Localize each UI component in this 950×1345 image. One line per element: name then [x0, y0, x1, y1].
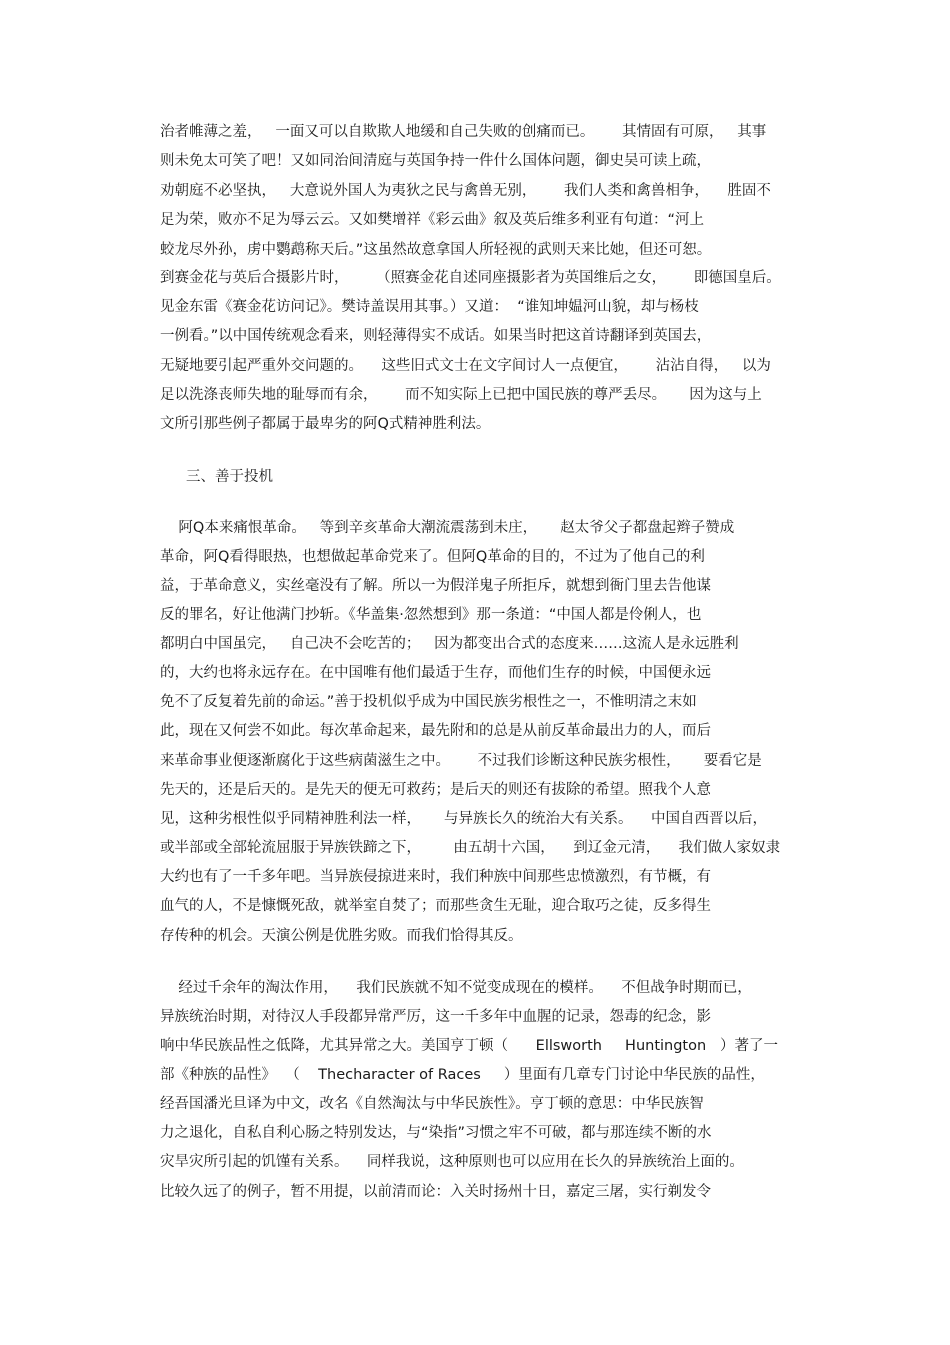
text-line: 力之退化，自私自利心肠之特别发达，与“染指”习惯之牢不可破，都与那连续不断的水: [160, 1125, 712, 1141]
text-line: 或半部或全部轮流屈服于异族铁蹄之下， 由五胡十六国， 到辽金元清， 我们做人家奴隶: [160, 840, 781, 856]
text-line: 文所引那些例子都属于最卑劣的阿Q式精神胜利法。: [160, 416, 491, 432]
text-line: 经吾国潘光旦译为中文，改名《自然淘汰与中华民族性》。亨丁顿的意思：中华民族智: [160, 1096, 704, 1112]
text-line: 响中华民族品性之低降，尤其异常之大。美国亨丁顿（ Ellsworth Huntington ）著了一: [160, 1038, 779, 1054]
text-line: 部《种族的品性》 （ Thecharacter of Races ）里面有几章专门讨论中华民族的品性，: [160, 1067, 765, 1083]
text-line: 灾旱灾所引起的饥馑有关系。 同样我说，这种原则也可以应用在长久的异族统治上面的。: [160, 1154, 744, 1170]
text-line: 存传种的机会。天演公例是优胜劣败。而我们恰得其反。: [160, 928, 523, 944]
text-line: 劝朝庭不必坚执， 大意说外国人为夷狄之民与禽兽无别， 我们人类和禽兽相争， 胜固不: [160, 183, 771, 199]
text-line: 革命，阿Q看得眼热，也想做起革命党来了。但阿Q革命的目的，不过为了他自己的利: [160, 549, 705, 565]
text-line: 免不了反复着先前的命运。”善于投机似乎成为中国民族劣根性之一，不惟明清之末如: [160, 694, 697, 710]
text-line: 血气的人，不是慷慨死敌，就举室自焚了；而那些贪生无耻，迎合取巧之徒，反多得生: [160, 898, 711, 914]
text-line: 都明白中国虽完， 自己决不会吃苦的； 因为都变出合式的态度来……这流人是永远胜利: [160, 636, 739, 652]
text-line: 一例看。”以中国传统观念看来，则轻薄得实不成话。如果当时把这首诗翻译到英国去，: [160, 328, 712, 344]
text-line: 阿Q本来痛恨革命。 等到辛亥革命大潮流震荡到未庄， 赵太爷父子都盘起辫子赞成: [160, 520, 735, 536]
text-line: 无疑地要引起严重外交问题的。 这些旧式文士在文字间讨人一点便宜， 沾沾自得， 以为: [160, 358, 771, 374]
text-line: 来革命事业便逐渐腐化于这些病菌滋生之中。 不过我们诊断这种民族劣根性， 要看它是: [160, 753, 762, 769]
text-line: 益，于革命意义，实丝毫没有了解。所以一为假洋鬼子所拒斥，就想到衙门里去告他谋: [160, 578, 711, 594]
text-line: 比较久远了的例子，暂不用提，以前清而论：入关时扬州十日，嘉定三屠，实行剃发令: [160, 1184, 711, 1200]
text-line: 见金东雷《赛金花访问记》。樊诗盖误用其事。）又道： “谁知坤媪河山貌，却与杨枝: [160, 299, 699, 315]
text-line: 反的罪名，好让他满门抄斩。《华盖集·忽然想到》那一条道：“中国人都是伶俐人，也: [160, 607, 702, 623]
text-line: 先天的，还是后天的。是先天的便无可救药；是后天的则还有拔除的希望。照我个人意: [160, 782, 711, 798]
section-heading: 三、善于投机: [186, 469, 273, 485]
text-line: 足为荣，败亦不足为辱云云。又如樊增祥《彩云曲》叙及英后维多利亚有句道：“河上: [160, 212, 705, 228]
text-line: 蛟龙尽外孙，虏中鹦鹉称天后。”这虽然故意拿国人所轻视的武则天来比她，但还可恕。: [160, 242, 712, 258]
text-line: 足以洗涤丧师失地的耻辱而有余， 而不知实际上已把中国民族的尊严丢尽。 因为这与上: [160, 387, 762, 403]
text-line: 到赛金花与英后合摄影片时， （照赛金花自述同座摄影者为英国维后之女， 即德国皇后。: [160, 270, 781, 286]
text-line: 则未免太可笑了吧！又如同治间清庭与英国争持一件什么国体问题，御史吴可读上疏，: [160, 153, 711, 169]
text-line: 见，这种劣根性似乎同精神胜利法一样， 与异族长久的统治大有关系。 中国自西晋以后，: [160, 811, 767, 827]
text-line: 此，现在又何尝不如此。每次革命起来，最先附和的总是从前反革命最出力的人，而后: [160, 723, 711, 739]
text-line: 的，大约也将永远存在。在中国唯有他们最适于生存，而他们生存的时候，中国便永远: [160, 665, 711, 681]
text-line: 异族统治时期，对待汉人手段都异常严厉，这一千多年中血腥的记录，怨毒的纪念，影: [160, 1009, 711, 1025]
text-line: 经过千余年的淘汰作用， 我们民族就不知不觉变成现在的模样。 不但战争时期而已，: [160, 980, 752, 996]
text-line: 治者帷薄之羞， 一面又可以自欺欺人地缓和自己失败的创痛而已。 其情固有可原， 其事: [160, 124, 767, 140]
text-line: 大约也有了一千多年吧。当异族侵掠进来时，我们种族中间那些忠愤激烈，有节概，有: [160, 869, 711, 885]
